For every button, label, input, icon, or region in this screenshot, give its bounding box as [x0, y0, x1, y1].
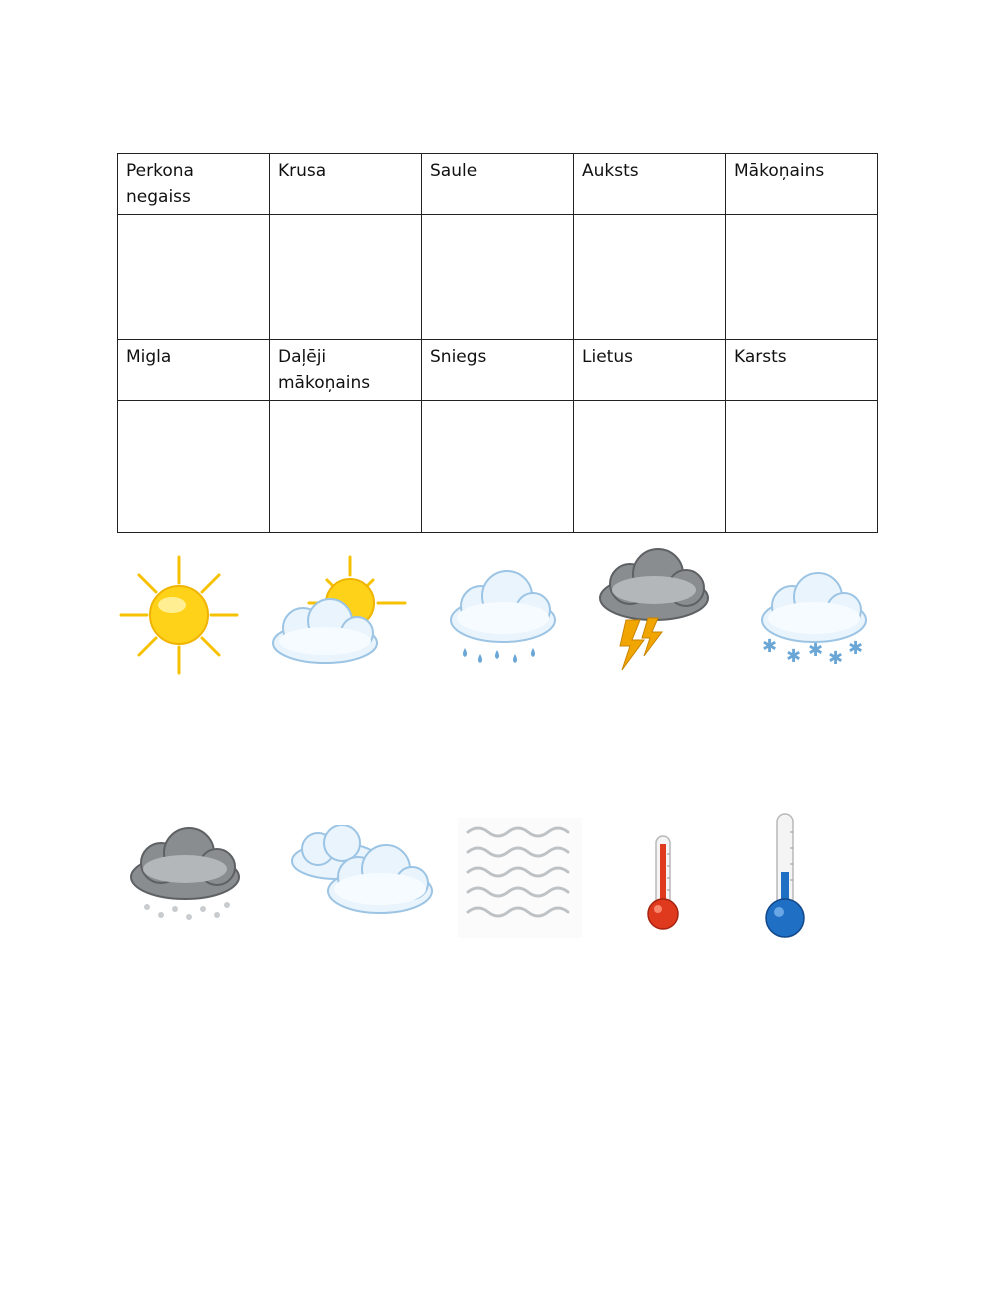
answer-drop-cell[interactable]	[118, 401, 270, 533]
cold-thermometer-icon[interactable]	[755, 812, 815, 940]
svg-text:✱: ✱	[786, 646, 802, 667]
answer-drop-cell[interactable]	[118, 215, 270, 340]
answer-drop-cell[interactable]	[270, 215, 422, 340]
label-cell: Lietus	[574, 340, 726, 401]
snow-cloud-icon[interactable]	[756, 570, 874, 672]
answer-drop-cell[interactable]	[726, 215, 878, 340]
answer-row	[118, 215, 878, 340]
label-cell: Saule	[422, 154, 574, 215]
weather-worksheet-table	[117, 153, 878, 533]
hot-thermometer-icon[interactable]	[638, 834, 688, 934]
sun-icon[interactable]	[117, 553, 241, 677]
label-cell: Migla	[118, 340, 270, 401]
answer-drop-cell[interactable]	[422, 215, 574, 340]
answer-drop-cell[interactable]	[726, 401, 878, 533]
answer-drop-cell[interactable]	[270, 401, 422, 533]
label-cell: Sniegs	[422, 340, 574, 401]
answer-row	[118, 401, 878, 533]
svg-text:✱: ✱	[848, 638, 864, 659]
label-cell: Auksts	[574, 154, 726, 215]
answer-drop-cell[interactable]	[574, 215, 726, 340]
label-cell: Krusa	[270, 154, 422, 215]
hail-cloud-icon[interactable]	[127, 825, 245, 925]
cloudy-icon[interactable]	[288, 825, 436, 920]
label-row	[118, 340, 878, 401]
label-row	[118, 154, 878, 215]
rain-cloud-icon[interactable]	[445, 568, 563, 670]
partly-cloudy-icon[interactable]	[265, 553, 410, 668]
label-cell: Perkona negaiss	[118, 154, 270, 215]
label-cell: Daļēji mākoņains	[270, 340, 422, 401]
fog-icon[interactable]	[458, 818, 582, 938]
svg-text:✱: ✱	[762, 636, 778, 657]
svg-text:✱: ✱	[828, 648, 844, 669]
label-cell: Mākoņains	[726, 154, 878, 215]
answer-drop-cell[interactable]	[422, 401, 574, 533]
label-cell: Karsts	[726, 340, 878, 401]
answer-drop-cell[interactable]	[574, 401, 726, 533]
thunderstorm-icon[interactable]	[596, 548, 714, 673]
svg-text:✱: ✱	[808, 640, 824, 661]
